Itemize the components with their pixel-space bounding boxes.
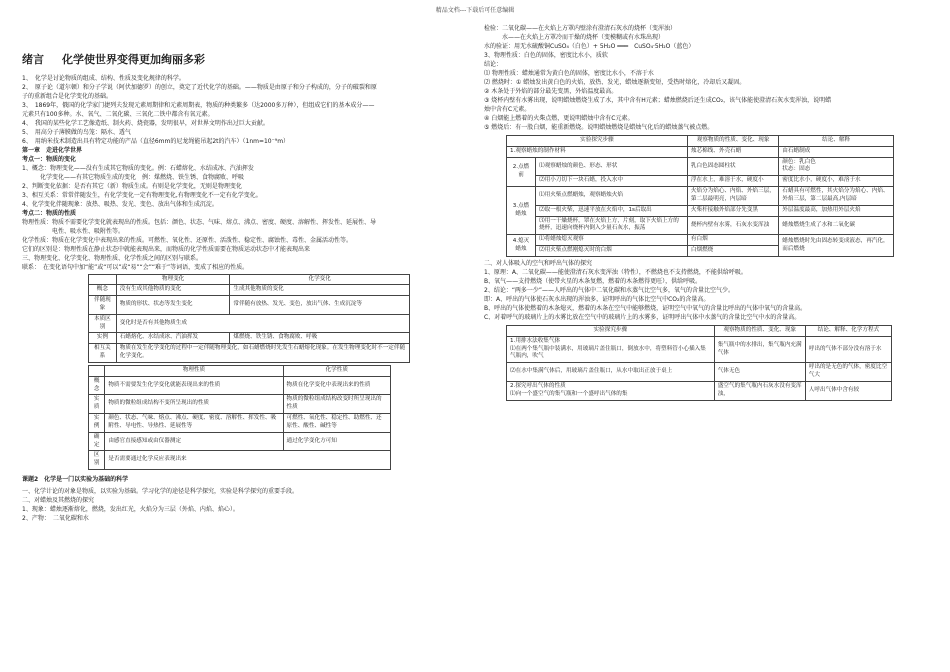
- table-cell: 火柴杆接触外焰部分先变黑: [687, 205, 778, 216]
- kd1-line: 化学变化——有其它物质生成的变化 例：煤燃烧、铁生锈、食物腐败、呼吸: [22, 173, 245, 181]
- table-header: 物理性质: [105, 365, 283, 376]
- topic2-line: 1、现象：蜡烛逐渐熔化，燃烧，发出红光，火焰分为三层（外焰、内焰、焰心）。: [22, 506, 239, 514]
- table-cell: 有白烟: [687, 235, 778, 246]
- table-header: 实验探究步骤: [507, 325, 715, 336]
- table-cell: 集气瓶中的水排出，集气瓶内充满气体: [714, 336, 805, 362]
- table-cell: 呼出的是无色的气体，密度比空气大: [805, 363, 891, 382]
- table-cell: 密度比水小，硬度小，难溶于水: [779, 176, 894, 187]
- candle-note-line: 水的验证：用无水硫酸铜CuSO₄（白色）+ 5H₂O ═══ CuSO₄·5H₂O（蓝色）: [484, 43, 695, 50]
- table-row: [507, 235, 894, 246]
- step-cell: ⑵用火柴点燃刚熄灭时的白烟: [536, 246, 688, 257]
- table-cell: 白烟燃烧: [687, 246, 778, 257]
- table-row: [89, 344, 410, 363]
- table-cell: 物质在发生化学变化的过程中一定伴随物理变化，如石蜡燃烧时先发生石蜡熔化现象。在发生物理变化时不一定伴随化学变化。: [116, 344, 409, 363]
- table-row: [89, 414, 391, 433]
- table-cell: 蜡烛燃烧生成了水和二氧化碳: [779, 216, 894, 235]
- table-cell: 物质的微粒组成结构改变时所呈现出的性质: [283, 395, 391, 414]
- kd2-line: 它们的区别是：物理性质在静止状态中就能表现出来，而物质的化学性质需要在物质运动状态中才能表现出来: [22, 245, 311, 253]
- table-cell: 蜡烛燃烧时先由固态转变成液态，再汽化，而后燃烧: [779, 235, 894, 257]
- breath-note-line: C、对着呼气的玻璃片上的水雾比放在空气中的玻璃片上的水雾多，证明呼出气体中水蒸气的含量比空气中水的含量高。: [484, 313, 801, 321]
- table-row: [89, 376, 391, 395]
- table-row: [507, 146, 894, 157]
- candle-note-line: 烛中含有C元素。: [484, 106, 531, 113]
- table-cell: 颜色：乳白色 状态：固态: [779, 157, 894, 176]
- stage-cell: 4.熄灭蜡烛: [507, 235, 536, 257]
- table-cell: 呼出的气体不部分没有溶于水: [805, 336, 891, 362]
- table-row: [507, 187, 894, 206]
- intro-line: 1、 化学是讨论物质的组成、结构、性质及变化规律的科学。: [22, 74, 185, 82]
- candle-note-line: ⑵ 燃烧时：① 蜡烛发出黄白色的火焰，放热、发光，蜡烛逐渐变短，受热时熔化，冷却后又凝固。: [484, 79, 746, 86]
- candle-note-line: ④ 白烟能上燃着的火柴点燃，更说明蜡烛中含有C元素。: [484, 115, 634, 122]
- breath-experiment-table: [506, 325, 892, 401]
- intro-list: [22, 74, 477, 146]
- step-cell: ⑴观察蜡烛的颜色、形态、形状: [536, 157, 688, 176]
- step-cell: ⑴用火柴点燃蜡烛，观察蜡烛火焰: [536, 187, 688, 206]
- candle-notes: [484, 24, 929, 132]
- table-cell: 烧杯内壁有水雾，石灰水变浑浊: [687, 216, 778, 235]
- kd2-heading: 考点二：物质的性质: [22, 209, 77, 217]
- table-row: [507, 176, 894, 187]
- candle-note-line: ⑴ 物理性质：蜡烛通常为黄白色的固体，密度比水小，不溶于水: [484, 70, 654, 77]
- kd2-line: 化学性质：物质在化学变化中表现出来的性质。可燃性、氧化性、还原性、活泼性、稳定性、腐蚀性、毒性、金属活动性等。: [22, 236, 353, 244]
- table-cell: 烛芯棉线、外壳石蜡: [687, 146, 778, 157]
- table-cell: 浮在水上，难溶于水，硬度小: [687, 176, 778, 187]
- topic2-line: 二、对蜡烛及其燃烧的探究: [22, 497, 95, 505]
- table-cell: 人呼出气体中含有较: [805, 381, 891, 400]
- table-cell: 可燃性、氧化性、稳定性、助燃性、还原性、酸性、碱性等: [283, 414, 391, 433]
- table-cell: 石蜡具有可燃性，其火焰分为焰心、内焰、外焰三层，第二层最高,内层暗: [779, 187, 894, 206]
- breath-note-line: 即：A、呼出的气体使石灰水出现的浑浊多，证明呼出的气体比空气中CO₂的含量高。: [484, 295, 710, 303]
- table-header: 观察物质的性质、变化、现象: [687, 136, 778, 147]
- candle-note-line: ⑤ 燃烧后：有一股白烟，能重新燃烧。说明蜡烛燃烧是蜡烛气化后的蜡烛蒸气被点燃。: [484, 124, 714, 131]
- table-header: [89, 365, 105, 376]
- intro-title: 绪言 化学使世界变得更加绚丽多彩: [22, 53, 205, 66]
- kd1-line: 1、概念：物理变化——没有生成其它物质的变化。例：石蜡熔化、水结成冰、汽油挥发: [22, 164, 254, 172]
- intro-line: 5、 用高分子薄膜做的鸟笼：隔水、透气: [22, 128, 131, 136]
- table-cell: 物质的形状、状态等发生变化: [116, 296, 230, 315]
- table-header: 化学性质: [283, 365, 391, 376]
- table-header: 结论、解释、化学方程式: [805, 325, 891, 336]
- row-label: 概念: [89, 285, 117, 296]
- table-row: [89, 285, 410, 296]
- table-cell: 2.探究呼出气体的性质 ⑴向一个盛空气的集气瓶和一个盛呼出气体的集: [507, 381, 715, 400]
- table-cell: 由感官直接感知或由仪器测定: [105, 432, 283, 451]
- kd2-line: 电性、吸水性、吸附性等。: [22, 227, 125, 235]
- row-label: 区别: [89, 451, 105, 470]
- table-cell: 生成其他物质的变化: [230, 285, 410, 296]
- table-row: [89, 395, 391, 414]
- kd1-list: [22, 164, 477, 209]
- topic2-line: 一、化学计论的对象是物质，以实验为基础。学习化学的途径是科学探究，实验是科学探究的重要手段。: [22, 488, 299, 496]
- table-row: [89, 333, 410, 344]
- table-cell: 物质不需要发生化学变化就能表现出来的性质: [105, 376, 283, 395]
- table-row: [89, 296, 410, 315]
- table-cell: 盛空气的集气瓶内石灰水没有变浑浊，: [714, 381, 805, 400]
- stage-cell: 3.点燃蜡烛: [507, 187, 536, 235]
- page-header: 精品文档---下载后可任意编辑: [435, 7, 515, 14]
- table-row: [507, 381, 892, 400]
- table-header: 物理变化: [116, 274, 230, 285]
- table-row: [507, 336, 892, 362]
- row-label: 伴随现象: [89, 296, 117, 315]
- breath-note-line: 2、结论：“两多一少”——人呼出的气体中二氧化碳和水蒸气比空气多，氧气的含量比空气少。: [484, 286, 735, 294]
- breath-note-line: 二、对人体吸入的空气和呼出气体的探究: [484, 259, 593, 267]
- topic2-list: [22, 487, 477, 523]
- table-cell: 是否需要通过化学反应表现出来: [105, 451, 391, 470]
- step-cell: ⑶用一干燥烧杯，罩在火焰上方，片刻，取下火焰上方的烧杯，迅速向烧杯内倒入少量石灰水，振荡: [536, 216, 688, 235]
- candle-note-line: 3、物理性质：白色的固体，密度比水小，质软: [484, 52, 608, 59]
- table-header: 化学变化: [230, 274, 410, 285]
- table-cell: 石蜡熔化、水结成冰、汽油挥发: [116, 333, 230, 344]
- right-column: [484, 24, 929, 401]
- topic2-heading: 课题2 化学是一门以实验为基础的科学: [22, 476, 129, 484]
- kd1-heading: 考点一：物质的变化: [22, 155, 77, 163]
- candle-note-line: 结论：: [484, 61, 503, 68]
- intro-line: 3、 1869年，俄国的化学家门捷列夫发现元素周期律和元素周期表，物质的种类繁多（达2000多万种），但组成它们的基本成分——: [22, 101, 375, 109]
- table-cell: 颜色、状态、气味、熔点、沸点、硬度、密度、溶解性、挥发性、吸附性、导电性、导热性、延展性等: [105, 414, 283, 433]
- step-cell: 1.观察蜡烛的制作材料: [507, 146, 688, 157]
- stage-cell: 2.点燃前: [507, 157, 536, 186]
- table-row: [507, 205, 894, 216]
- table-header: [89, 274, 117, 285]
- property-compare-table: [88, 365, 391, 470]
- table-cell: 气体无色: [714, 363, 805, 382]
- table-row: [507, 216, 894, 235]
- breath-note-line: B、氧气——支持燃烧（使带火星的木条复燃，燃着的木条燃得更旺），供给呼吸。: [484, 277, 702, 285]
- breath-notes: [484, 259, 929, 322]
- breath-note-line: 1、原理：A、二氧化碳——能使澄清石灰水变浑浊（特性），不燃烧也不支持燃烧，不能供给呼吸。: [484, 268, 747, 276]
- step-cell: ⑵用小刀切下一块石蜡，投入水中: [536, 176, 688, 187]
- kd2-line: 物理性质：物质不需要化学变化就表现出的性质。包括：颜色、状态、气味、熔点、沸点、密度、硬度、溶解性、挥发性、延展性、导: [22, 218, 377, 226]
- step-cell: ⑵取一根火柴，迅速平放在火焰中，1s后取出: [536, 205, 688, 216]
- kd1-line: 2、判断变化依据：是否有其它（新）物质生成。有则是化学变化，无则是物理变化: [22, 182, 242, 190]
- intro-line: 元素只有100多种。水、氧气、二氧化碳、三氧化二铁中都含有氧元素。: [22, 110, 214, 118]
- left-column: [22, 52, 477, 523]
- table-header: 结论、解释: [779, 136, 894, 147]
- intro-line: 子的重新组合是化学变化的基础。: [22, 92, 113, 100]
- table-cell: 没有生成其他物质的变化: [116, 285, 230, 296]
- table-cell: 变化时是否有其他物质生成: [116, 314, 409, 333]
- row-label: 实例: [89, 333, 117, 344]
- table-cell: 物质在化学变化中表现出来的性质: [283, 376, 391, 395]
- intro-line: 2、 原子论（道尔顿）和分子学说（阿伏加德罗）的创立，奠定了近代化学的基础。——物质是由原子和分子构成的，分子的破裂和原: [22, 83, 377, 91]
- table-row: [507, 363, 892, 382]
- table-cell: 由石蜡制成: [779, 146, 894, 157]
- row-label: 本质区别: [89, 314, 117, 333]
- candle-note-line: 水——在火焰上方罩冷而干燥的烧杯（变模糊或有水珠出现）: [484, 34, 665, 41]
- table-row: [89, 451, 391, 470]
- table-cell: 火焰分为焰心、内焰、外焰三层，第二层最明亮，内层暗: [687, 187, 778, 206]
- table-row: [507, 157, 894, 176]
- table-cell: 1.用排水法收集气体 ⑴在两个集气瓶中装满水，用玻璃片盖住瓶口，倒放水中，将塑料管小心插入集气瓶内，吹气: [507, 336, 715, 362]
- row-label: 相互关系: [89, 344, 117, 363]
- change-compare-table: [88, 274, 410, 363]
- step-cell: ⑴将蜡烛熄灭观察: [536, 235, 688, 246]
- table-cell: 乳白色固态圆柱状: [687, 157, 778, 176]
- table-header: 观察物质的性质、变化、现象: [714, 325, 805, 336]
- row-label: 实例: [89, 414, 105, 433]
- table-cell: 物质的微粒组成结构不变所呈现出的性质: [105, 395, 283, 414]
- row-label: 确定: [89, 432, 105, 451]
- row-label: 概念: [89, 376, 105, 395]
- candle-note-line: ② 木条处于外焰的部分最先变黑，外焰温度最高。: [484, 88, 618, 95]
- row-label: 实质: [89, 395, 105, 414]
- table-row: [89, 432, 391, 451]
- table-cell: ⑵在水中集满气体后，用玻璃片盖住瓶口，从水中取出正放于桌上: [507, 363, 715, 382]
- topic2-line: 2、产物： 二氧化碳和水: [22, 515, 89, 523]
- intro-line: 4、 我国的某些化学工艺像造纸、制火药、烧瓷器，发明很早，对世界文明作出过巨大贡献。: [22, 119, 269, 127]
- candle-note-line: 检验：二氧化碳——在火焰上方罩内壁涂有澄清石灰水的烧杯（变浑浊）: [484, 25, 677, 32]
- breath-note-line: B、呼出的气体使燃着的木条熄灭，燃着的木条在空气中能够燃烧，证明空气中氧气的含量比呼出的气体中氧气的含量高。: [484, 304, 807, 312]
- kd2-line: 联系： 在变化语句中加“能”或“可以”或“易”“会”“难于”等词语，变成了相应的性质。: [22, 263, 249, 271]
- table-cell: 通过化学变化方可知: [283, 432, 391, 451]
- intro-line: 6、 用纳米技术制造出具有特定功能的产品（直径6mm的尼龙绳能吊起2t的汽车）（1nm=10⁻⁹m）: [22, 137, 290, 145]
- candle-note-line: ③ 烧杯内壁有水雾出现，说明蜡烛燃烧生成了水，其中含有H元素；蜡烛燃烧后还生成CO₂，该气体能使澄清石灰水变浑浊，说明蜡: [484, 97, 832, 104]
- table-cell: 外层温度最高，加热用外层火焰: [779, 205, 894, 216]
- table-cell: 常伴随有放热、发光、变色，放出气体、生成沉淀等: [230, 296, 410, 315]
- kd2-list: [22, 218, 477, 272]
- kd2-line: 三、物理变化、化学变化、物理性质、化学性质之间的区别与联系。: [22, 254, 203, 262]
- kd1-line: 3、相互关系：常常伴随发生，有化学变化一定有物理变化,有物理变化不一定有化学变化。: [22, 191, 262, 199]
- chapter-1-heading: 第一章 走进化学世界: [22, 146, 83, 154]
- table-cell: 煤燃烧、铁生锈、食物腐败、呼吸: [230, 333, 410, 344]
- table-header: 实验探究步骤: [507, 136, 688, 147]
- kd1-line: 4、化学变化伴随现象：放热、吸热、发光、变色、放出气体和生成沉淀。: [22, 200, 218, 208]
- candle-experiment-table: [506, 135, 894, 257]
- table-row: [89, 314, 410, 333]
